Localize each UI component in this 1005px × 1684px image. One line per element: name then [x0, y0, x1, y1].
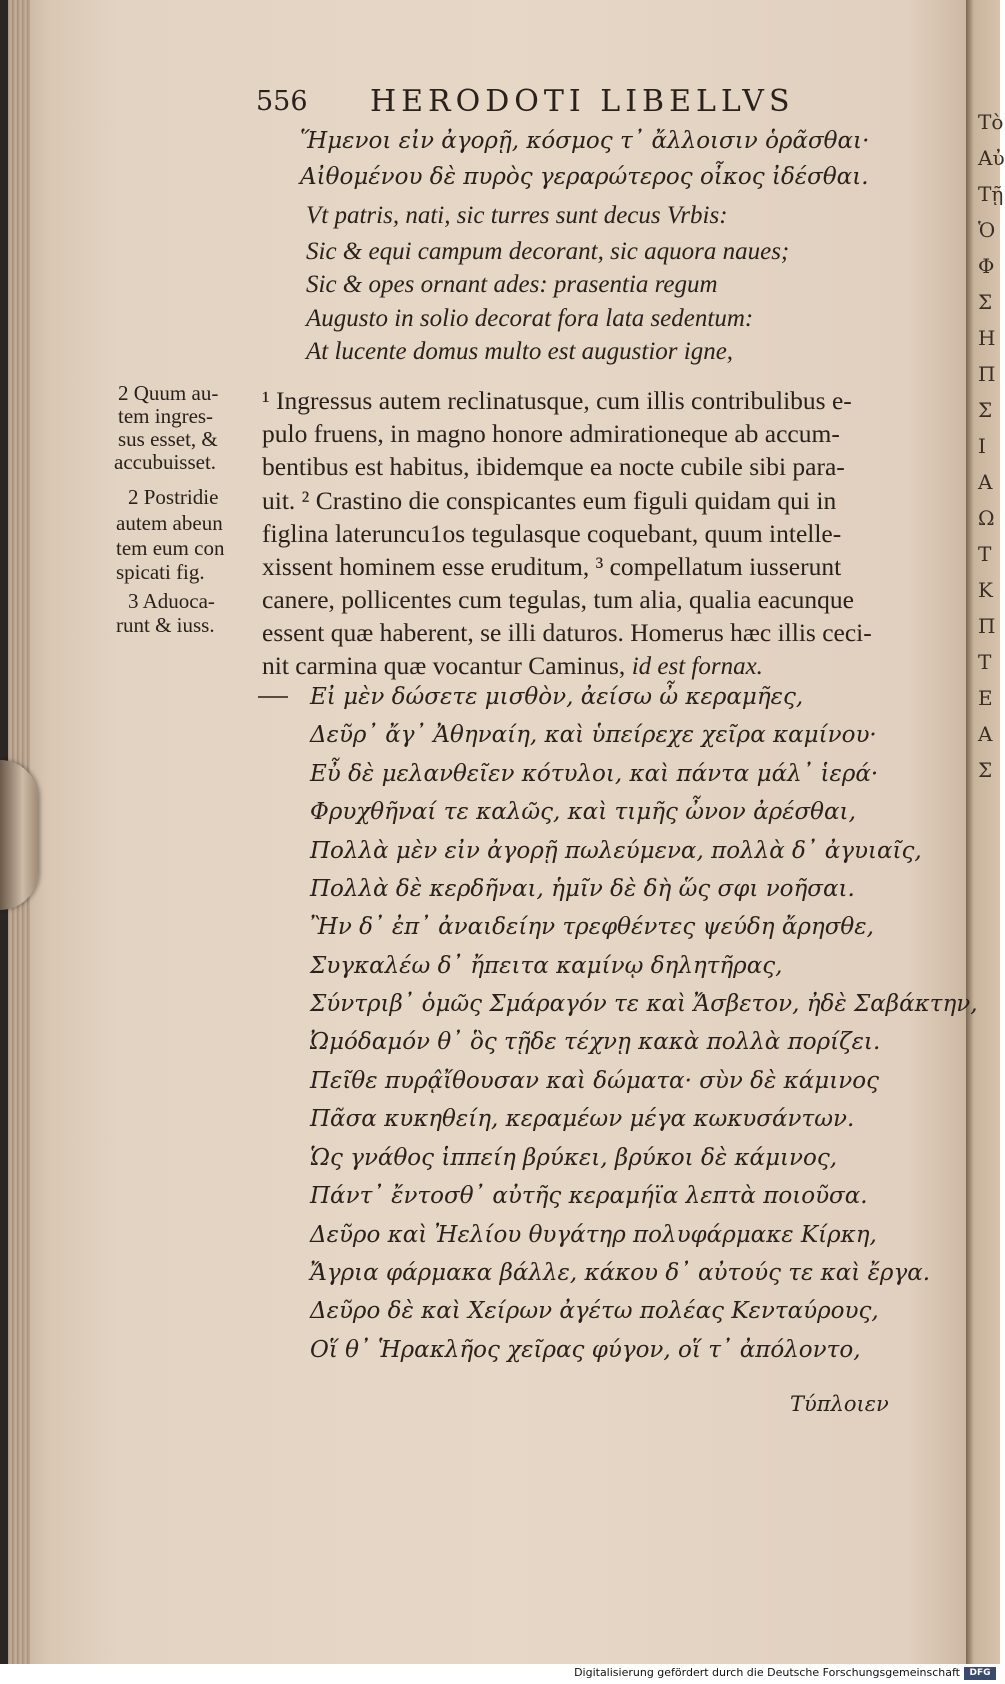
greek-verse-line: Οἵ θ᾿ Ἡρακλῆος χεῖρας φύγον, οἵ τ᾿ ἀπόλοντο,	[310, 1337, 861, 1363]
latin-verse-line: Sic & opes ornant ades: prasentia regum	[306, 271, 718, 298]
prose-line: essent quæ haberent, se illi daturos. Homerus hæc illis ceci-	[262, 618, 872, 647]
facing-page-fragment: Αὐ	[978, 146, 1005, 170]
latin-verse-line: Augusto in solio decorat fora lata sedentum:	[306, 305, 754, 332]
margin-note-line: 2 Quum au-	[118, 381, 219, 405]
greek-verse-line: Φρυχθῆναί τε καλῶς, καὶ τιμῆς ὦνον ἀρέσθαι,	[310, 799, 856, 825]
greek-verse-line: Εὖ δὲ μελανθεῖεν κότυλοι, καὶ πάντα μάλ᾿ ἱερά·	[310, 761, 879, 787]
facing-page-fragment: Η	[978, 326, 996, 350]
facing-page-fragment: Κ	[978, 578, 993, 602]
prose-line: ¹ Ingressus autem reclinatusque, cum illis contribulibus e-	[262, 386, 852, 415]
margin-note-line: tem eum con	[116, 536, 225, 560]
margin-note-line: 2 Postridie	[128, 485, 219, 509]
margin-note-line: spicati fig.	[116, 560, 205, 584]
greek-verse-line: Ὡς γνάθος ἱππείη βρύκει, βρύκοι δὲ κάμινος,	[310, 1145, 838, 1171]
facing-page-fragment: Π	[978, 614, 996, 638]
greek-verse-line: Αἰθομένου δὲ πυρὸς γεραρώτερος οἶκος ἰδέσθαι.	[300, 164, 869, 190]
funding-credit: Digitalisierung gefördert durch die Deutsche Forschungsgemeinschaft	[574, 1666, 960, 1679]
prose-line: pulo fruens, in magno honore admirationeque ab accum-	[262, 419, 840, 448]
book-clasp	[0, 760, 38, 910]
facing-page-fragment: Σ	[978, 290, 993, 314]
page-number: 556	[256, 86, 308, 117]
greek-verse-line: Πολλὰ μὲν εἰν ἀγορῇ πωλεύμενα, πολλὰ δ᾿ ἀγυιαῖς,	[310, 838, 922, 864]
facing-page-fragment: Τὸ	[978, 110, 1004, 134]
dfg-logo: DFG	[964, 1667, 996, 1680]
facing-page-fragment: Ὁ	[978, 218, 996, 242]
facing-page-fragment: Ω	[978, 506, 995, 530]
greek-verse-line: Πεῖθε πυρᾳ̂ἴθουσαν καὶ δώματα· σὺν δὲ κάμινος	[310, 1068, 879, 1094]
prose-line: xissent hominem esse eruditum, ³ compellatum iusserunt	[262, 552, 842, 581]
margin-note-line: accubuisset.	[114, 450, 217, 474]
prose-line-text: nit carmina quæ vocantur Caminus,	[262, 651, 626, 680]
margin-note-line: autem abeun	[116, 511, 223, 535]
margin-note-line: runt & iuss.	[116, 613, 215, 637]
greek-verse-line: Δεῦρ᾿ ἄγ᾿ Ἀθηναίη, καὶ ὑπείρεχε χεῖρα καμίνου·	[310, 722, 877, 748]
catchword: Τύπλοιεν	[790, 1392, 889, 1416]
latin-verse-line: Sic & equi campum decorant, sic aquora naues;	[306, 238, 790, 265]
greek-verse-line: Ἥμενοι εἰν ἀγορῇ, κόσμος τ᾿ ἄλλοισιν ὁρᾶσθαι·	[300, 128, 870, 154]
facing-page-fragment: Σ	[978, 398, 993, 422]
prose-line: canere, pollicentes cum tegulas, tum alia, qualia eacunque	[262, 585, 854, 614]
greek-verse-line: Δεῦρο καὶ Ἠελίου θυγάτηρ πολυφάρμακε Κίρκη,	[310, 1222, 877, 1248]
greek-verse-line: Πᾶσα κυκηθείη, κεραμέων μέγα κωκυσάντων.	[310, 1106, 855, 1132]
greek-verse-line: Πολλὰ δὲ κερδῆναι, ἡμῖν δὲ δὴ ὥς σφι νοῆσαι.	[310, 876, 855, 902]
greek-verse-line: Ἢν δ᾿ ἐπ᾿ ἀναιδείην τρεφθέντες ψεύδη ἄρησθε,	[310, 914, 874, 940]
greek-verse-line: Ἄγρια φάρμακα βάλλε, κάκου δ᾿ αὐτούς τε καὶ ἔργα.	[310, 1260, 931, 1286]
facing-page-fragment: Τ	[978, 650, 992, 674]
greek-verse-line: Δεῦρο δὲ καὶ Χείρων ἀγέτω πολέας Κενταύρους,	[310, 1298, 879, 1324]
facing-page-fragment: Ε	[978, 686, 993, 710]
margin-note-line: 3 Aduoca-	[128, 589, 215, 613]
facing-page-fragment: Φ	[978, 254, 995, 278]
prose-line: bentibus est habitus, ibidemque ea nocte cubile sibi para-	[262, 452, 845, 481]
facing-page-fragment: Σ	[978, 758, 993, 782]
greek-verse-line: Ὠμόδαμόν θ᾿ ὃς τῇδε τέχνῃ κακὰ πολλὰ πορίζει.	[310, 1029, 881, 1055]
margin-note-line: sus esset, &	[118, 427, 218, 451]
greek-verse-line: Εἰ μὲν δώσετε μισθὸν, ἀείσω ὦ κεραμῆες,	[310, 684, 804, 710]
facing-page-fragment: Τῇ	[978, 182, 1004, 206]
margin-note-line: tem ingres-	[118, 404, 214, 428]
greek-verse-line: Συγκαλέω δ᾿ ἤπειτα καμίνῳ δηλητῆρας,	[310, 953, 783, 979]
latin-verse-line: At lucente domus multo est augustior igne,	[306, 338, 734, 365]
facing-page-fragment: Τ	[978, 542, 992, 566]
facing-page-fragment: Π	[978, 362, 996, 386]
footer-bar	[0, 1664, 1000, 1684]
facing-page-fragment: Ι	[978, 434, 986, 458]
prose-line: figlina lateruncu1os tegulasque coquebant, quum intelle-	[262, 519, 842, 548]
facing-page-edge	[966, 0, 1000, 1664]
latin-verse-line: Vt patris, nati, sic turres sunt decus Vrbis:	[306, 202, 728, 229]
prose-line: uit. ² Crastino die conspicantes eum figuli quidam qui in	[262, 486, 837, 515]
prose-line-last	[262, 651, 763, 681]
greek-verse-line: Σύντριβ᾿ ὁμῶς Σμάραγόν τε καὶ Ἄσβετον, ἠδὲ Σαβάκτην,	[310, 991, 978, 1017]
greek-verse-line: Πάντ᾿ ἔντοσθ᾿ αὐτῆς κεραμήϊα λεπτὰ ποιοῦσα.	[310, 1183, 868, 1209]
facing-page-fragment: Α	[978, 470, 993, 494]
section-dash	[258, 696, 288, 698]
facing-page-fragment: Α	[978, 722, 993, 746]
prose-italic-gloss: id est fornax.	[631, 653, 763, 680]
running-title: HERODOTI LIBELLVS	[370, 84, 795, 119]
